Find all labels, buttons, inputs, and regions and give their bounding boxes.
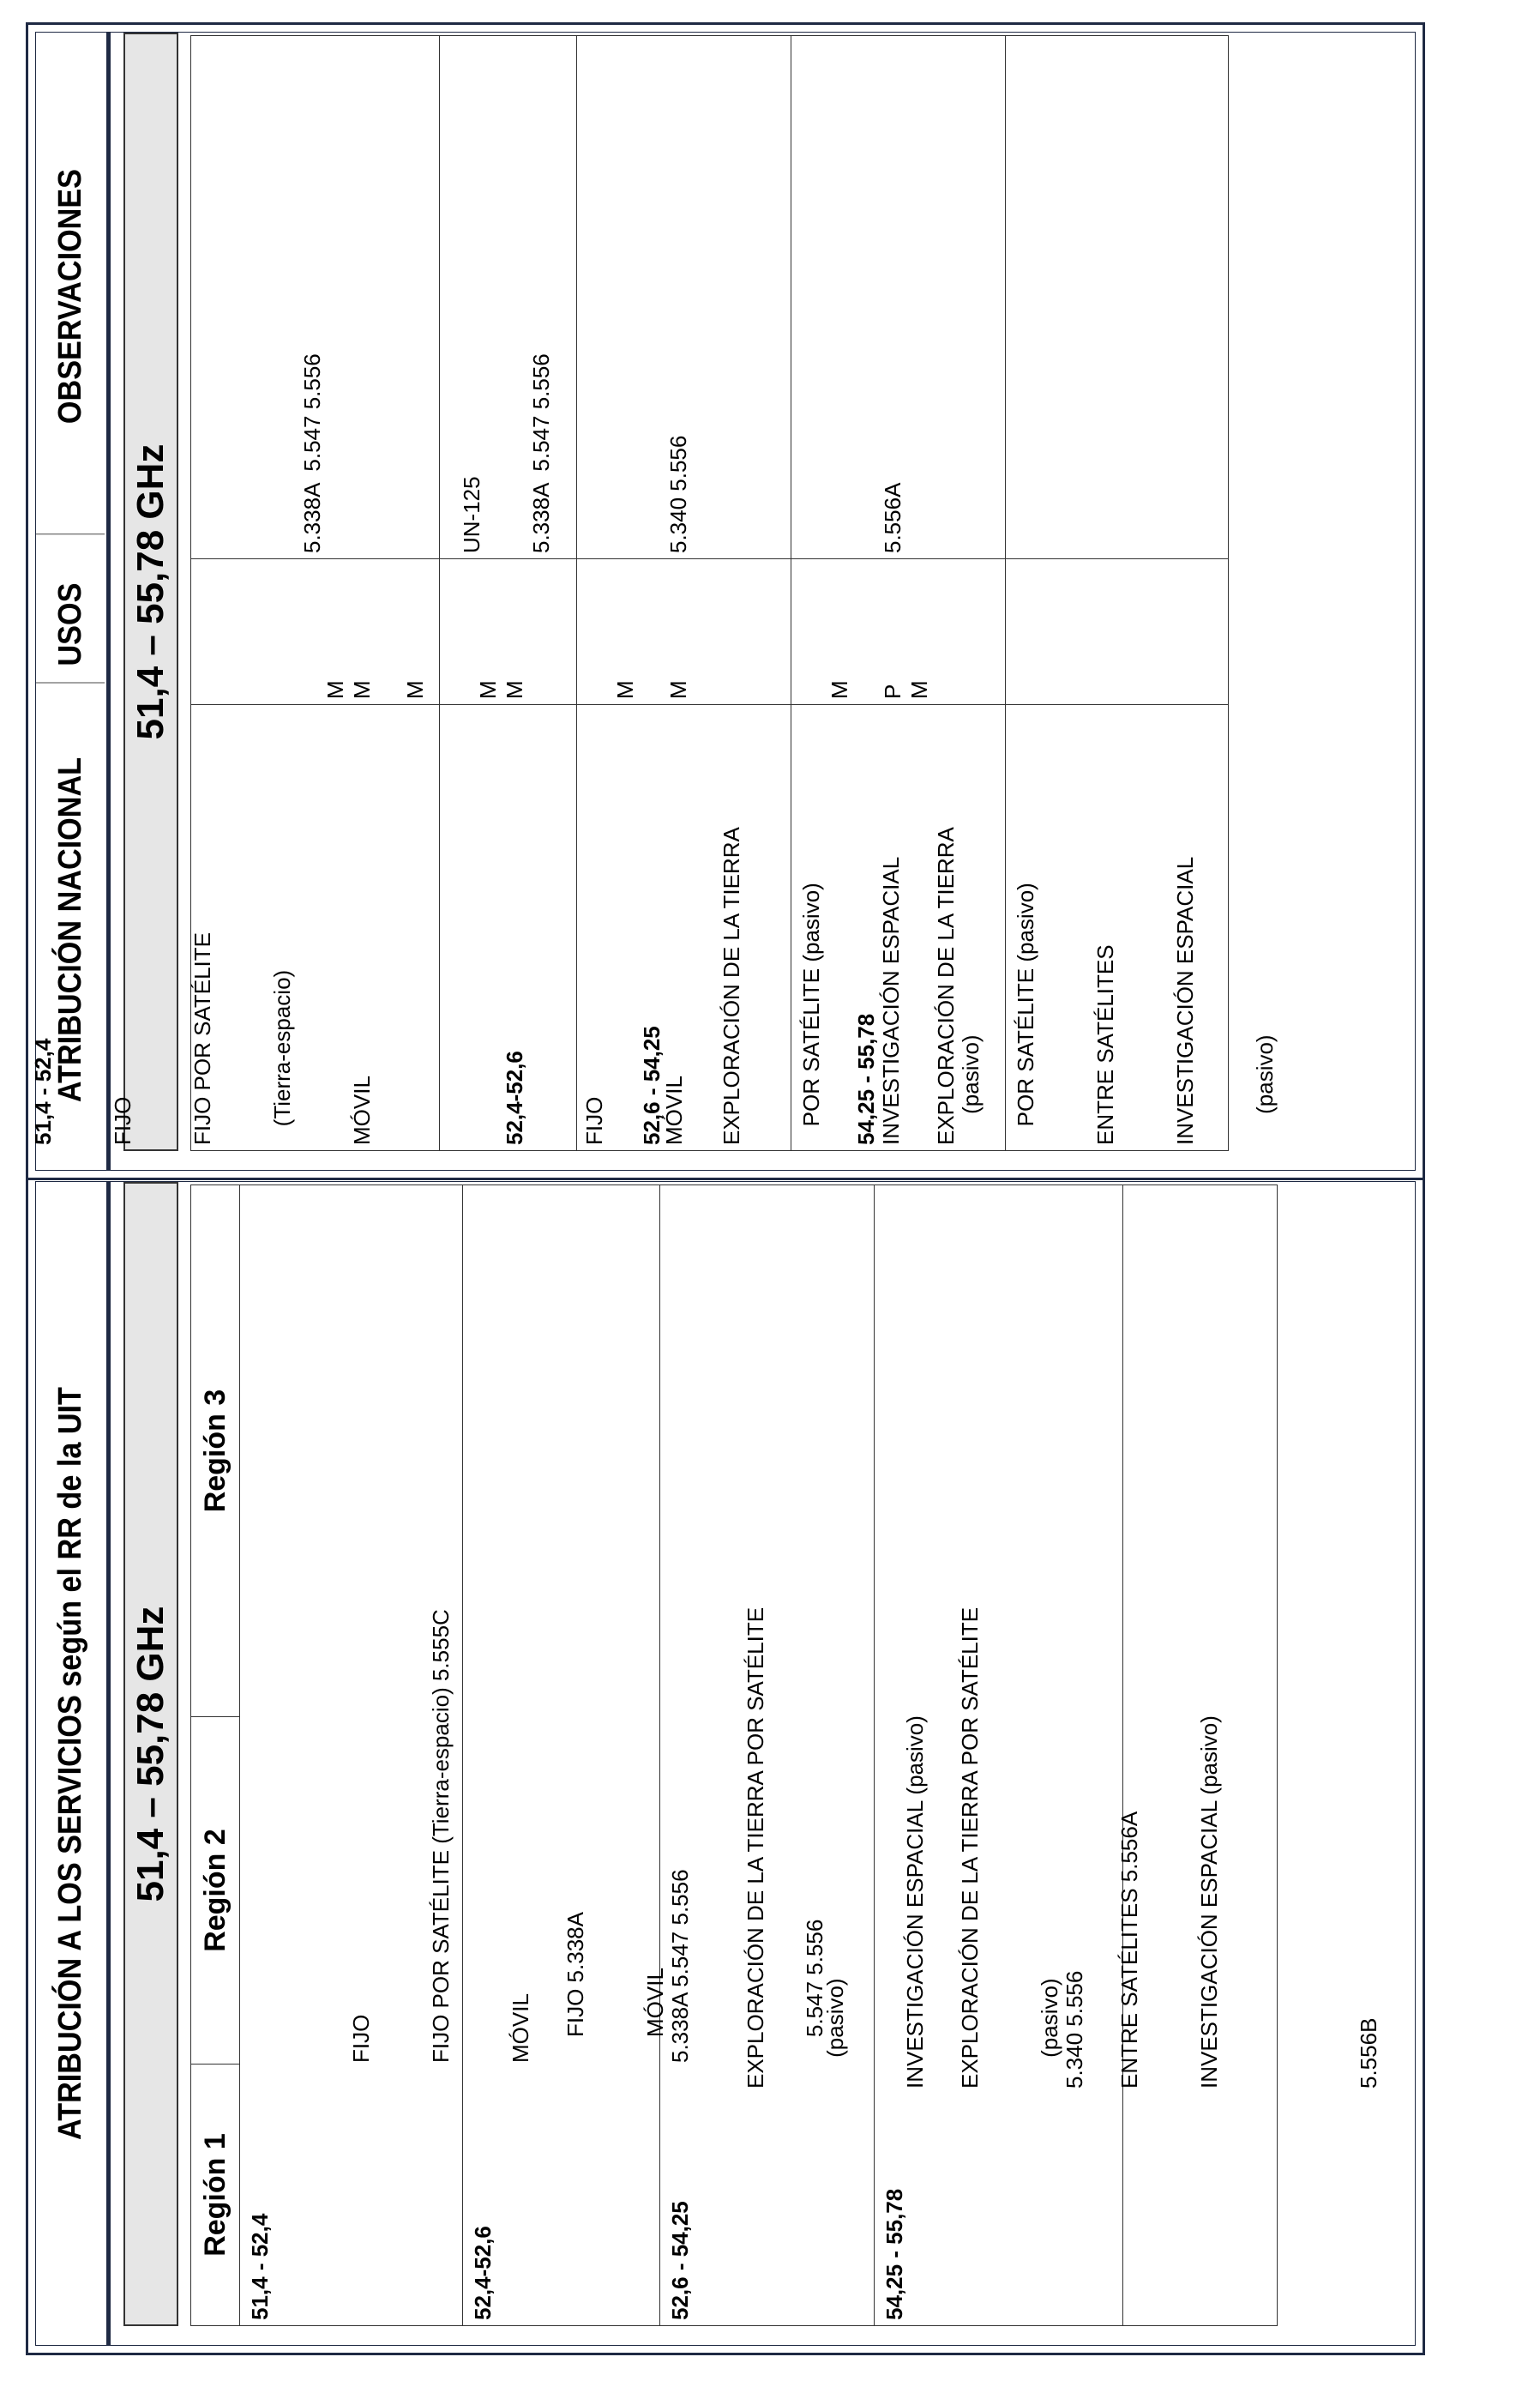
- allocation-line: EXPLORACIÓN DE LA TIERRA POR SATÉLITE: [743, 1606, 768, 2089]
- band-label: 54,25 - 55,78: [881, 2188, 907, 2320]
- uit-row-52-4: [463, 1185, 660, 2326]
- uses-col-header: USOS: [36, 567, 105, 684]
- use-value: M: [906, 680, 932, 699]
- allocation-line: (Tierra-espacio): [269, 969, 295, 1145]
- allocation-line: (pasivo): [958, 1034, 984, 1145]
- national-col-header: ATRIBUCIÓN NACIONAL: [51, 756, 88, 1103]
- allocation-line: INVESTIGACIÓN ESPACIAL: [1172, 856, 1198, 1145]
- uses-values: [609, 675, 695, 704]
- allocation-line: ENTRE SATÉLITES: [1092, 944, 1118, 1145]
- use-value: M: [612, 680, 638, 699]
- allocation-line: (pasivo): [822, 1978, 848, 2089]
- allocation-line: POR SATÉLITE (pasivo): [1013, 883, 1038, 1145]
- uit-freq-range: 51,4 – 55,78 GHz: [123, 1182, 178, 2326]
- band-label: 52,4-52,6: [470, 2226, 496, 2320]
- allocation-line: MÓVIL: [661, 1076, 687, 1145]
- observations-col-header: OBSERVACIONES: [36, 59, 105, 534]
- observation-line: 5.338A 5.547 5.556: [299, 353, 325, 553]
- allocation-line: EXPLORACIÓN DE LA TIERRA: [933, 827, 959, 1145]
- uses-values: [823, 675, 936, 704]
- band-label: 54,25 - 55,78: [853, 1013, 879, 1145]
- uit-title-divider: [106, 1182, 111, 2345]
- allocation-line: POR SATÉLITE (pasivo): [798, 883, 824, 1145]
- use-value: M: [349, 680, 375, 699]
- use-value: M: [322, 680, 348, 699]
- use-value: M: [502, 680, 527, 699]
- use-value: M: [827, 680, 852, 699]
- footnote-line: 5.556B: [1356, 2017, 1381, 2089]
- national-row-54-25: [791, 36, 1006, 1151]
- region-1-header: Región 1: [191, 2065, 240, 2326]
- national-panel-frame: [30, 32, 1416, 1171]
- uses-values: [319, 675, 432, 704]
- allocation-line: FIJO POR SATÉLITE (Tierra-espacio) 5.555C: [428, 1609, 454, 2063]
- allocation-line: ENTRE SATÉLITES 5.556A: [1116, 1811, 1142, 2089]
- footnote-line: 5.340 5.556: [1062, 1970, 1087, 2089]
- uit-row-54-25: [875, 1185, 1123, 2326]
- use-value: M: [402, 680, 428, 699]
- allocation-line: FIJO: [348, 2014, 374, 2063]
- band-label: 52,6 - 54,25: [667, 2201, 693, 2320]
- region-3-header: Región 3: [191, 1185, 240, 1717]
- use-value: P: [880, 684, 905, 699]
- uit-panel-title: ATRIBUCIÓN A LOS SERVICIOS según el RR de la UIT: [51, 1387, 88, 2140]
- uses-values: [472, 675, 532, 704]
- allocation-line: FIJO: [581, 1096, 607, 1145]
- allocation-text: [900, 1602, 1439, 2094]
- national-row-52-4: [440, 36, 577, 1151]
- band-label: 51,4 - 52,4: [247, 2213, 273, 2320]
- allocation-line: MÓVIL: [508, 1993, 533, 2063]
- observations: [609, 431, 749, 558]
- uit-header-row: [191, 1185, 240, 2326]
- national-allocation: [797, 822, 1335, 1150]
- allocation-line: EXPLORACIÓN DE LA TIERRA POR SATÉLITE: [957, 1606, 983, 2089]
- uit-row-52-6: [660, 1185, 875, 2326]
- allocation-line: INVESTIGACIÓN ESPACIAL: [878, 856, 904, 1145]
- allocation-line: (pasivo): [1037, 1978, 1062, 2089]
- region-2-header: Región 2: [191, 1717, 240, 2065]
- allocation-line: FIJO 5.338A: [562, 1912, 588, 2037]
- national-freq-range: 51,4 – 55,78 GHz: [123, 33, 178, 1151]
- observation-line: 5.556A: [880, 482, 905, 553]
- footnote-line: 5.338A 5.547 5.556: [667, 1869, 693, 2063]
- observation-line: 5.340 5.556: [665, 435, 691, 553]
- allocation-line: INVESTIGACIÓN ESPACIAL (pasivo): [1196, 1715, 1222, 2089]
- band-label: 51,4 - 52,4: [30, 1038, 56, 1145]
- observations: [823, 461, 963, 558]
- band-label: 52,4-52,6: [502, 1051, 527, 1145]
- national-allocation: [0, 927, 432, 1150]
- uit-allocation-table: [190, 1184, 1381, 2326]
- national-row-51-4: [191, 36, 440, 1151]
- allocation-line: MÓVIL: [349, 1076, 375, 1145]
- use-value: M: [665, 680, 691, 699]
- allocation-line: INVESTIGACIÓN ESPACIAL (pasivo): [902, 1715, 928, 2089]
- observation-line: UN-125: [459, 476, 484, 553]
- allocation-line: FIJO POR SATÉLITE: [189, 931, 215, 1145]
- uit-allocation-panel: [26, 1172, 1425, 2355]
- uit-panel-frame: [35, 1181, 1416, 2346]
- uit-row-51-4: [240, 1185, 463, 2326]
- national-row-52-6: [577, 36, 791, 1151]
- band-label: 52,6 - 54,25: [639, 1026, 665, 1145]
- observation-line: 5.338A 5.547 5.556: [528, 353, 554, 553]
- allocation-line: FIJO: [110, 1096, 135, 1145]
- allocation-line: EXPLORACIÓN DE LA TIERRA: [719, 827, 744, 1145]
- national-allocation-panel: [26, 22, 1425, 1180]
- footnote-line: 5.547 5.556: [802, 1919, 827, 2037]
- allocation-line: (pasivo): [1252, 1034, 1278, 1145]
- allocation-line: MÓVIL: [642, 1968, 668, 2037]
- use-value: M: [475, 680, 501, 699]
